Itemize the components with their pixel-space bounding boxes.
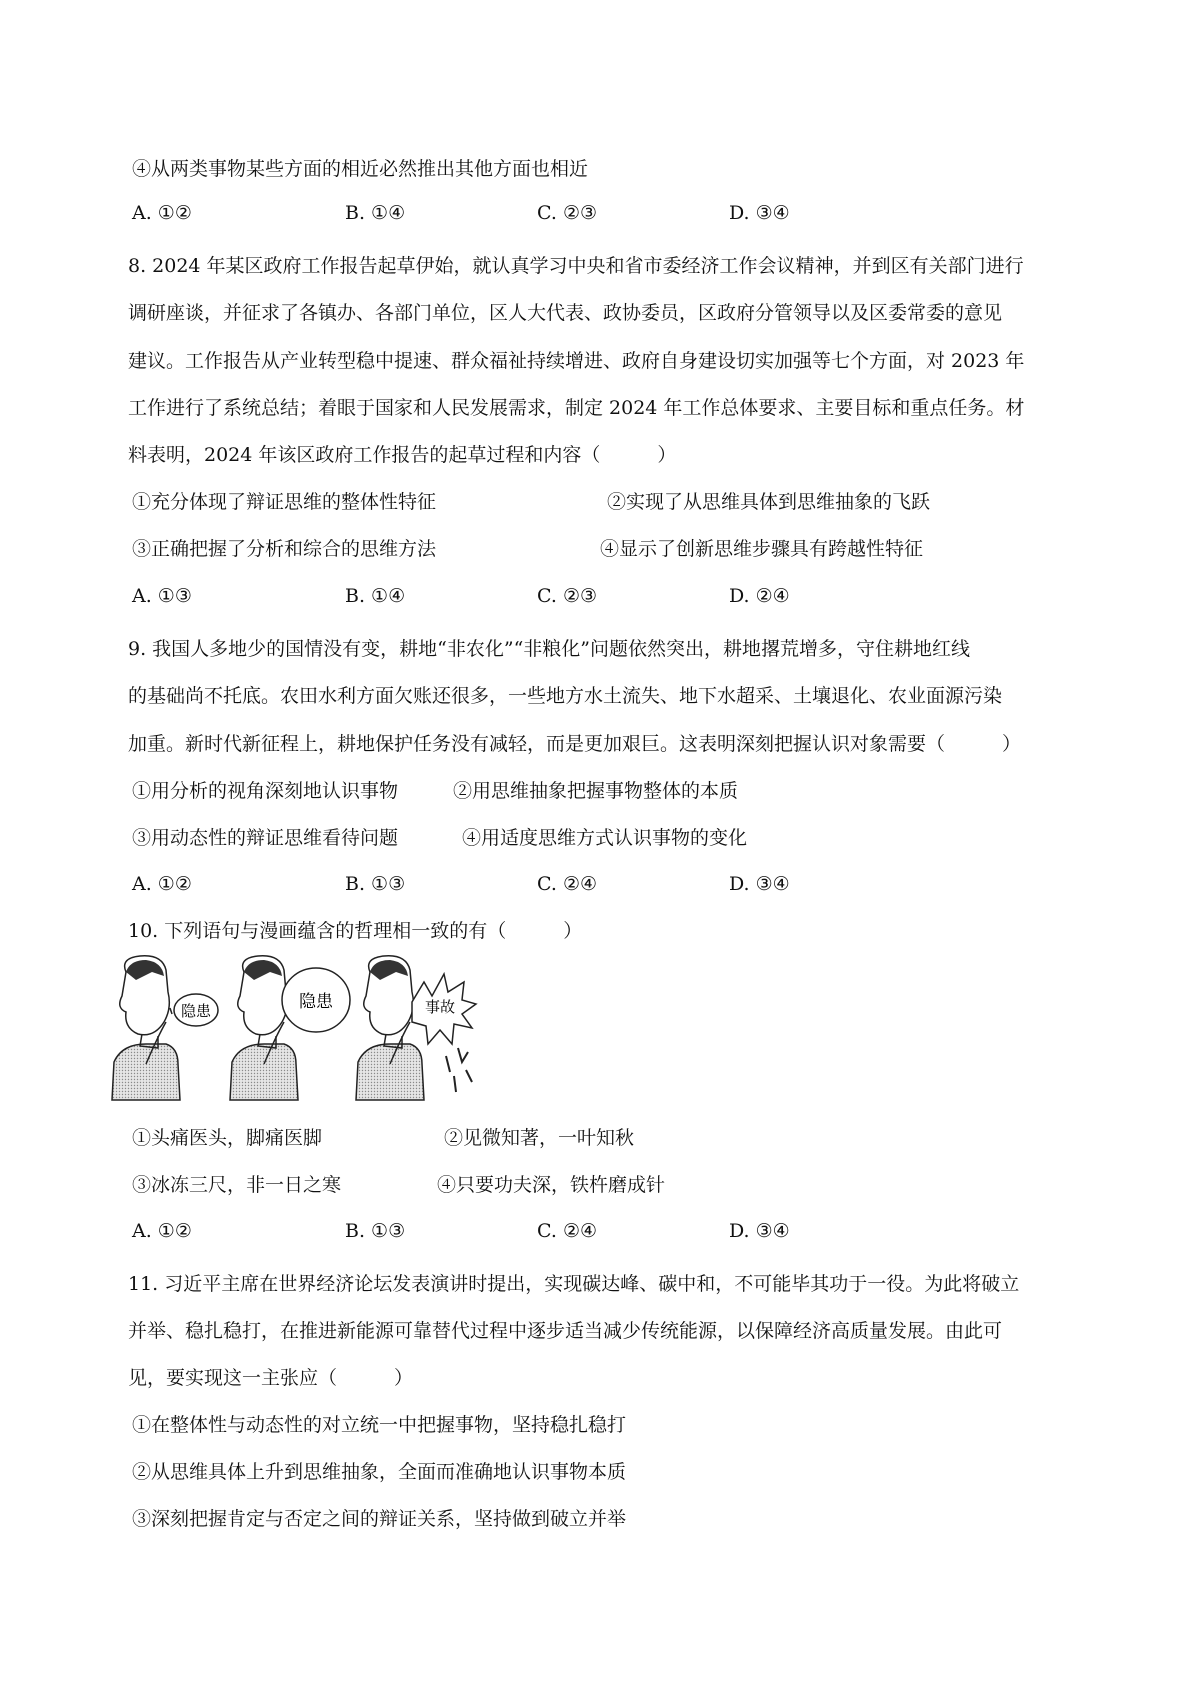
q11-statement-2: ②从思维具体上升到思维抽象，全面而准确地认识事物本质 (132, 1461, 627, 1483)
q10-choice-a[interactable]: A. ①② (132, 1220, 192, 1242)
comic-bubble-2: 隐患 (299, 992, 333, 1012)
q8-stem-line-3: 建议。工作报告从产业转型稳中提速、群众福祉持续增进、政府自身建设切实加强等七个方面，对 2023 年 (128, 350, 1025, 372)
comic-bubble-1: 隐患 (180, 1002, 212, 1020)
q9-stem-line-1: 9. 我国人多地少的国情没有变，耕地“非农化”“非粮化”问题依然突出，耕地撂荒增多，守住耕地红线 (128, 638, 971, 660)
q9-stem-line-3: 加重。新时代新征程上，耕地保护任务没有减轻，而是更加艰巨。这表明深刻把握认识对象需要（ ） (128, 733, 1022, 755)
q8-choice-b[interactable]: B. ①④ (345, 585, 406, 607)
q7-choice-b[interactable]: B. ①④ (345, 202, 406, 224)
q10-choice-c[interactable]: C. ②④ (537, 1220, 598, 1242)
q9-choice-d[interactable]: D. ③④ (729, 873, 790, 895)
q10-statement-2: ②见微知著，一叶知秋 (444, 1127, 635, 1149)
q8-choice-a[interactable]: A. ①③ (132, 585, 192, 607)
q10-choice-b[interactable]: B. ①③ (345, 1220, 406, 1242)
q9-choice-a[interactable]: A. ①② (132, 873, 192, 895)
q8-stem-line-1: 8. 2024 年某区政府工作报告起草伊始，就认真学习中央和省市委经济工作会议精神，并到区有关部门进行 (128, 255, 1024, 277)
q8-statement-4: ④显示了创新思维步骤具有跨越性特征 (600, 538, 924, 560)
q7-statement-4: ④从两类事物某些方面的相近必然推出其他方面也相近 (132, 158, 589, 180)
q7-choice-a[interactable]: A. ①② (132, 202, 192, 224)
q8-statement-3: ③正确把握了分析和综合的思维方法 (132, 538, 437, 560)
q10-choice-d[interactable]: D. ③④ (729, 1220, 790, 1242)
q8-choice-d[interactable]: D. ②④ (729, 585, 790, 607)
q8-statement-2: ②实现了从思维具体到思维抽象的飞跃 (607, 491, 931, 513)
comic-panel-3 (356, 956, 476, 1100)
q11-stem-line-2: 并举、稳扎稳打，在推进新能源可靠替代过程中逐步适当减少传统能源，以保障经济高质量发展。由此可 (128, 1320, 1003, 1342)
q10-statement-4: ④只要功夫深，铁杵磨成针 (437, 1174, 666, 1196)
q11-statement-1: ①在整体性与动态性的对立统一中把握事物，坚持稳扎稳打 (132, 1414, 627, 1436)
q8-stem-line-2: 调研座谈，并征求了各镇办、各部门单位，区人大代表、政协委员，区政府分管领导以及区委常委的意见 (128, 302, 1003, 324)
q9-choice-b[interactable]: B. ①③ (345, 873, 406, 895)
q8-statement-1: ①充分体现了辩证思维的整体性特征 (132, 491, 437, 513)
comic-panel-1 (112, 956, 218, 1100)
q10-comic-image (106, 952, 516, 1102)
q7-choice-c[interactable]: C. ②③ (537, 202, 598, 224)
q8-stem-line-4: 工作进行了系统总结；着眼于国家和人民发展需求，制定 2024 年工作总体要求、主要目标和重点任务。材 (128, 397, 1025, 419)
q11-stem-line-1: 11. 习近平主席在世界经济论坛发表演讲时提出，实现碳达峰、碳中和，不可能毕其功于一役。为此将破立 (128, 1273, 1020, 1295)
q9-statement-3: ③用动态性的辩证思维看待问题 (132, 827, 399, 849)
q11-statement-3: ③深刻把握肯定与否定之间的辩证关系，坚持做到破立并举 (132, 1508, 627, 1530)
q9-statement-1: ①用分析的视角深刻地认识事物 (132, 780, 399, 802)
q10-statement-3: ③冰冻三尺，非一日之寒 (132, 1174, 342, 1196)
q7-choice-d[interactable]: D. ③④ (729, 202, 790, 224)
q9-stem-line-2: 的基础尚不托底。农田水利方面欠账还很多，一些地方水土流失、地下水超采、土壤退化、农业面源污染 (128, 685, 1003, 707)
q8-choice-c[interactable]: C. ②③ (537, 585, 598, 607)
q8-stem-line-5: 料表明，2024 年该区政府工作报告的起草过程和内容（ ） (128, 444, 677, 466)
q9-statement-4: ④用适度思维方式认识事物的变化 (462, 827, 748, 849)
q9-statement-2: ②用思维抽象把握事物整体的本质 (453, 780, 739, 802)
q10-stem: 10. 下列语句与漫画蕴含的哲理相一致的有（ ） (128, 920, 583, 942)
q10-statement-1: ①头痛医头，脚痛医脚 (132, 1127, 323, 1149)
q9-choice-c[interactable]: C. ②④ (537, 873, 598, 895)
comic-panel-2 (230, 956, 350, 1100)
q11-stem-line-3: 见，要实现这一主张应（ ） (128, 1367, 414, 1389)
comic-bubble-3: 事故 (424, 998, 456, 1016)
